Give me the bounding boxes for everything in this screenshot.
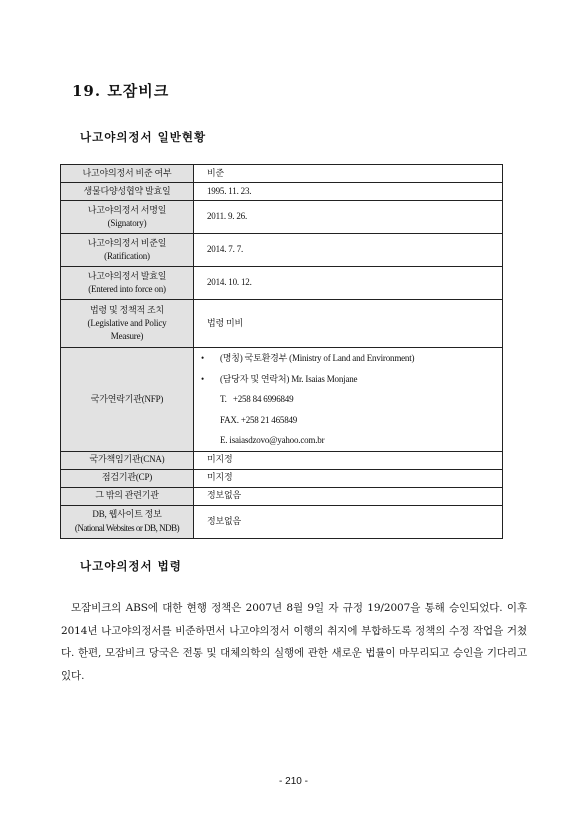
table-row: [61, 267, 503, 300]
row-value: 2014. 10. 12.: [194, 267, 503, 300]
row-label-text: 국가책임기관(CNA): [89, 454, 165, 465]
row-label-text: (Entered into force on): [88, 284, 166, 294]
law-heading: 나고야의정서 법령: [80, 559, 182, 573]
row-value: 2011. 9. 26.: [194, 201, 503, 234]
row-label-text: 나고야의정서 서명일: [87, 204, 167, 215]
row-label-text: 점검기관(CP): [101, 472, 153, 483]
row-label-text: Measure): [110, 331, 144, 342]
table-row: [61, 234, 503, 267]
row-label-text: 나고야의정서 비준일: [87, 237, 167, 248]
row-label-text: 나고야의정서 비준 여부: [82, 167, 172, 178]
row-label: [61, 300, 194, 348]
nagoya-overview-table: [60, 164, 503, 539]
page-title: 19. 모잠비크: [72, 82, 170, 100]
row-label: [61, 451, 194, 469]
row-label: [61, 201, 194, 234]
row-value: 정보없음: [194, 505, 503, 538]
row-value: 법령 미비: [194, 300, 503, 348]
page-number: - 210 -: [279, 776, 308, 787]
table-row: [61, 300, 503, 348]
row-label-text: (National Websites or DB, NDB): [74, 522, 180, 533]
row-label-text: (Ratification): [104, 251, 150, 261]
table-row: [61, 165, 503, 183]
nfp-phone: T. +258 84 6996849: [220, 394, 294, 404]
row-value: 정보없음: [194, 487, 503, 505]
table-row: [61, 201, 503, 234]
body-paragraph: [61, 597, 527, 687]
nfp-contact-list: [198, 348, 498, 451]
table-row: [61, 487, 503, 505]
nfp-email: E. isaiasdzovo@yahoo.com.br: [220, 435, 325, 445]
nfp-label: 국가연락기관(NFP): [61, 348, 194, 452]
nfp-fax: FAX. +258 21 465849: [220, 414, 298, 425]
row-value: 1995. 11. 23.: [194, 183, 503, 201]
row-label: [61, 469, 194, 487]
row-label: [61, 487, 194, 505]
row-label: [61, 165, 194, 183]
row-label: [61, 505, 194, 538]
row-value: 미지정: [194, 451, 503, 469]
nfp-contact: [194, 348, 503, 452]
nfp-contact-person: • (담당자 및 연락처) Mr. Isaias Monjane: [198, 369, 498, 390]
row-label-text: 나고야의정서 발효일: [87, 270, 167, 281]
row-label-text: 생물다양성협약 발효일: [83, 185, 171, 196]
row-label: [61, 183, 194, 201]
overview-heading: 나고야의정서 일반현황: [80, 130, 207, 144]
table-row: [61, 451, 503, 469]
row-label: [61, 267, 194, 300]
table-row: [61, 505, 503, 538]
table-row: [61, 469, 503, 487]
row-value: 2014. 7. 7.: [194, 234, 503, 267]
row-label-text: (Signatory): [107, 218, 147, 228]
row-label-text: 법령 및 정책적 조치: [89, 304, 165, 315]
row-value: 비준: [194, 165, 503, 183]
row-label-text: 그 밖의 관련기관: [95, 490, 159, 501]
body-paragraph-text: 모잠비크의 ABS에 대한 현행 정책은 2007년 8월 9일 자 규정 19/2007을 통해 승인되었다. 이후 2014년 나고야의정서를 비준하면서 나고야의정서 이행의 취지에 부합하도록 정책의 수정 작업을 거쳤다. 한편, 모잠비크 당국은 전통 및 대체의학의 실행에 관한 새로운 법률이 마무리되고 승인을 기다리고 있다.: [61, 602, 527, 682]
row-value: 미지정: [194, 469, 503, 487]
nfp-name-line: • (명칭) 국토환경부 (Ministry of Land and Environment): [198, 348, 498, 369]
row-label-text: (Legislative and Policy: [87, 317, 167, 328]
table-row-nfp: [61, 348, 503, 452]
table-row: [61, 183, 503, 201]
row-label: [61, 234, 194, 267]
row-label-text: DB, 웹사이트 정보: [92, 509, 162, 520]
